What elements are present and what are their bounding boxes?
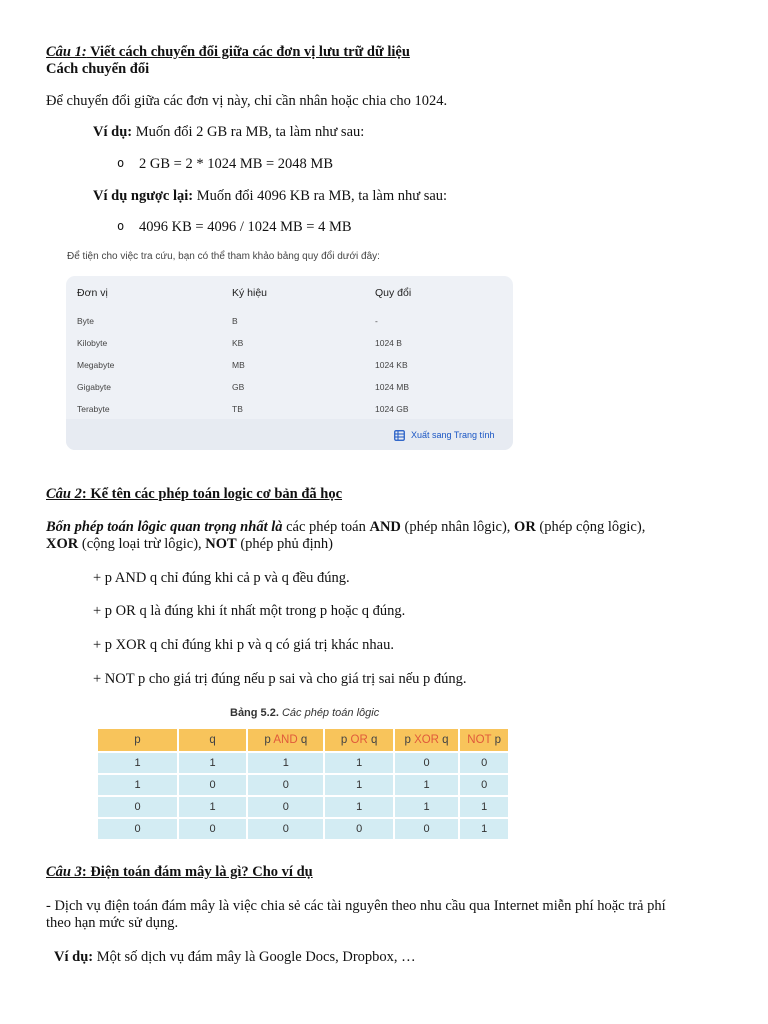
or-term: OR — [514, 519, 536, 535]
conversion-subheading: Cách chuyển đổi — [46, 61, 150, 77]
cloud-definition-line-1: - Dịch vụ điện toán đám mây là việc chia sẻ các tài nguyên theo nhu cầu qua Internet miễn phí hoặc trả phí — [46, 898, 666, 914]
cloud-example-text: Một số dịch vụ đám mây là Google Docs, Dropbox, … — [93, 949, 416, 965]
unit-table-caption: Để tiện cho việc tra cứu, bạn có thể tham khảo bảng quy đổi dưới đây: — [67, 251, 380, 262]
unit-cell: Kilobyte — [77, 338, 108, 348]
logic-cell: 1 — [247, 752, 324, 774]
unit-cell: 1024 B — [375, 338, 402, 348]
logic-intro-text: (phép phủ định) — [236, 536, 333, 552]
logic-cell: 0 — [394, 818, 459, 840]
logic-cell: 0 — [394, 752, 459, 774]
example-1-calc: 2 GB = 2 * 1024 MB = 2048 MB — [139, 156, 334, 172]
logic-header-not: NOT p — [459, 729, 509, 752]
unit-cell: 1024 MB — [375, 382, 410, 392]
logic-header-q: q — [178, 729, 247, 752]
example-2-text: Muốn đổi 4096 KB ra MB, ta làm như sau: — [193, 188, 448, 204]
logic-row — [98, 796, 509, 818]
logic-cell: 0 — [247, 818, 324, 840]
logic-item-xor: + p XOR q chỉ đúng khi p và q có giá trị khác nhau. — [93, 637, 394, 653]
unit-cell: GB — [232, 382, 245, 392]
unit-header-symbol: Ký hiệu — [232, 287, 268, 299]
logic-intro-text: (phép nhân lôgic), — [400, 519, 515, 535]
bullet-icon: o — [117, 156, 125, 170]
xor-term: XOR — [46, 536, 79, 552]
question-1-title — [46, 44, 410, 61]
example-1-label: Ví dụ: — [93, 124, 133, 140]
export-sheets-link[interactable]: Xuất sang Trang tính — [411, 430, 495, 440]
question-3-text: : Điện toán đám mây là gì? Cho ví dụ — [81, 864, 313, 880]
logic-cell: 0 — [247, 796, 324, 818]
not-term: NOT — [205, 536, 237, 552]
example-2 — [93, 188, 447, 205]
logic-table-caption — [230, 707, 379, 719]
logic-cell: 1 — [98, 774, 178, 796]
logic-table-image — [98, 703, 510, 849]
logic-cell: 1 — [178, 752, 247, 774]
spreadsheet-icon — [394, 430, 405, 441]
logic-cell: 1 — [178, 796, 247, 818]
question-1-text: Viết cách chuyển đổi giữa các đơn vị lưu trữ dữ liệu — [86, 44, 410, 60]
logic-item-not: + NOT p cho giá trị đúng nếu p sai và cho giá trị sai nếu p đúng. — [93, 671, 467, 687]
unit-conversion-image — [58, 246, 528, 466]
logic-caption-number: Bảng 5.2. — [230, 707, 279, 719]
unit-table-footer — [66, 419, 513, 450]
unit-cell: 1024 GB — [375, 404, 409, 414]
logic-cell: 1 — [324, 774, 393, 796]
logic-cell: 0 — [98, 796, 178, 818]
unit-header-name: Đơn vị — [77, 287, 108, 299]
logic-cell: 1 — [394, 774, 459, 796]
logic-intro-line-1 — [46, 519, 645, 536]
logic-cell: 0 — [178, 818, 247, 840]
question-3-title — [46, 864, 313, 881]
cloud-example-label: Ví dụ: — [54, 949, 94, 965]
question-2-label: Câu 2 — [46, 486, 82, 502]
question-2-text: : Kể tên các phép toán logic cơ bản đã học — [81, 486, 343, 502]
logic-item-or: + p OR q là đúng khi ít nhất một trong p hoặc q đúng. — [93, 603, 406, 619]
unit-cell: Terabyte — [77, 404, 110, 414]
example-2-label: Ví dụ ngược lại: — [93, 188, 194, 204]
unit-table-card — [66, 276, 513, 450]
logic-cell: 1 — [459, 796, 509, 818]
logic-cell: 0 — [459, 752, 509, 774]
question-3-label: Câu 3 — [46, 864, 82, 880]
cloud-definition-line-2: theo hạn mức sử dụng. — [46, 915, 179, 931]
logic-cell: 1 — [324, 752, 393, 774]
logic-header-and: p AND q — [247, 729, 324, 752]
logic-row — [98, 752, 509, 774]
unit-cell: 1024 KB — [375, 360, 408, 370]
conversion-intro: Để chuyển đổi giữa các đơn vị này, chỉ cần nhân hoặc chia cho 1024. — [46, 93, 448, 109]
logic-caption-title: Các phép toán lôgic — [278, 707, 380, 719]
logic-intro-text: (phép cộng lôgic), — [535, 519, 646, 535]
logic-header-or: p OR q — [324, 729, 393, 752]
question-1-label: Câu 1: — [46, 44, 87, 60]
cloud-example — [54, 949, 416, 966]
and-term: AND — [369, 519, 401, 535]
logic-intro-emph: Bốn phép toán lôgic quan trọng nhất là — [46, 519, 283, 535]
logic-cell: 1 — [324, 796, 393, 818]
unit-cell: Byte — [77, 316, 95, 326]
logic-cell: 1 — [98, 752, 178, 774]
logic-table — [98, 729, 510, 841]
bullet-icon: o — [117, 219, 125, 233]
unit-cell: MB — [232, 360, 245, 370]
logic-cell: 1 — [459, 818, 509, 840]
question-2-title — [46, 486, 342, 503]
logic-row — [98, 818, 509, 840]
logic-header-p: p — [98, 729, 178, 752]
logic-cell: 0 — [178, 774, 247, 796]
logic-cell: 0 — [459, 774, 509, 796]
logic-intro-line-2 — [46, 536, 333, 553]
logic-intro-text: (cộng loại trừ lôgic), — [78, 536, 206, 552]
unit-cell: TB — [232, 404, 243, 414]
logic-item-and: + p AND q chỉ đúng khi cả p và q đều đúng. — [93, 570, 350, 586]
logic-cell: 0 — [247, 774, 324, 796]
unit-cell: KB — [232, 338, 244, 348]
example-2-calc: 4096 KB = 4096 / 1024 MB = 4 MB — [139, 219, 352, 235]
logic-cell: 0 — [98, 818, 178, 840]
example-1 — [93, 124, 364, 141]
logic-header-xor: p XOR q — [394, 729, 459, 752]
logic-cell: 1 — [394, 796, 459, 818]
unit-header-conversion: Quy đổi — [375, 287, 412, 299]
unit-cell: Gigabyte — [77, 382, 112, 392]
unit-cell: - — [375, 316, 378, 326]
unit-cell: B — [232, 316, 238, 326]
logic-row — [98, 774, 509, 796]
logic-cell: 0 — [324, 818, 393, 840]
unit-cell: Megabyte — [77, 360, 115, 370]
example-1-text: Muốn đổi 2 GB ra MB, ta làm như sau: — [132, 124, 365, 140]
logic-intro-text: các phép toán — [282, 519, 370, 535]
